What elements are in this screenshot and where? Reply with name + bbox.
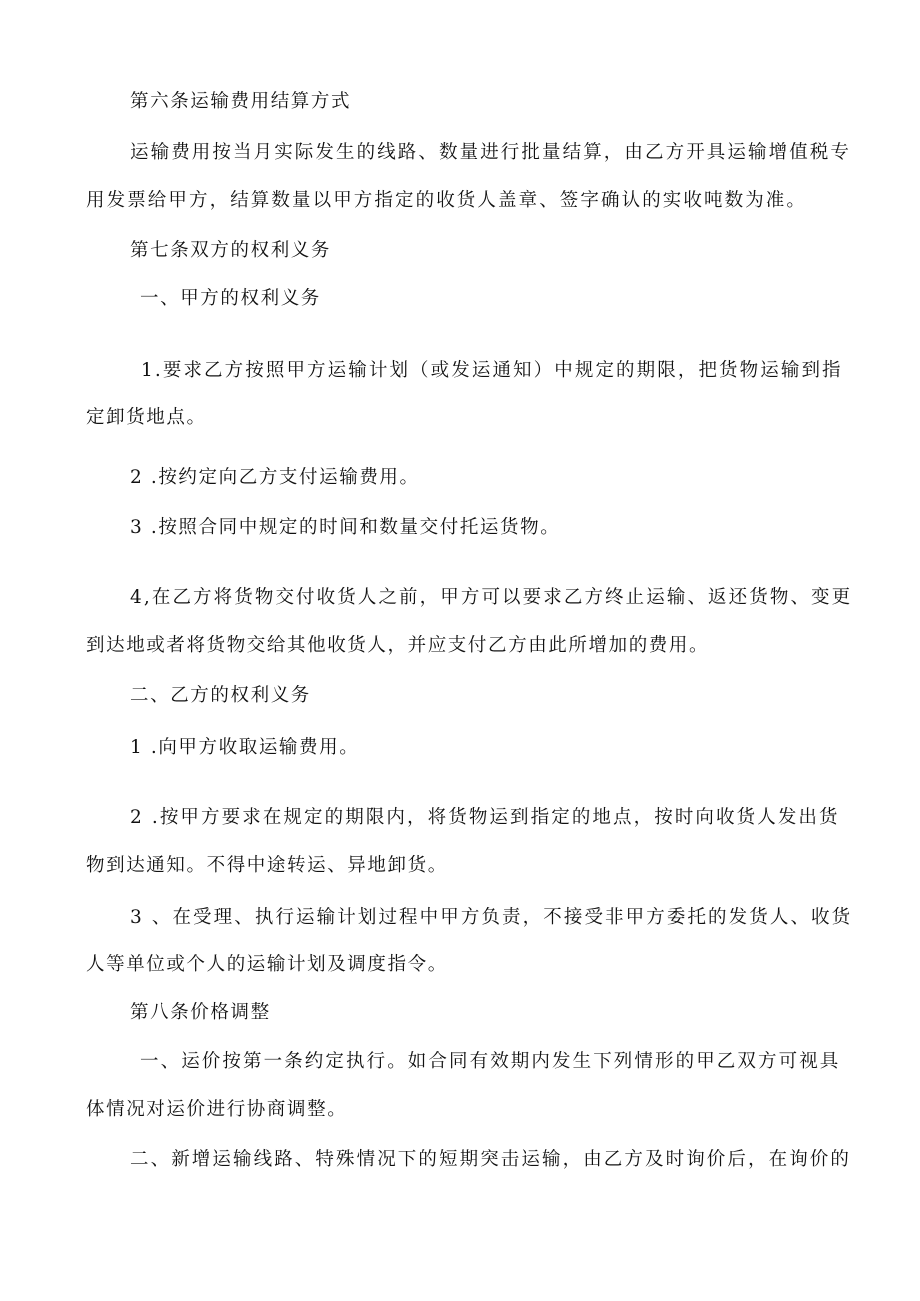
article-6-title: 第六条运输费用结算方式 xyxy=(130,91,352,112)
article-7-title: 第七条双方的权利义务 xyxy=(130,240,332,261)
party-b-item-2-line: 物到达通知。不得中途转运、异地卸货。 xyxy=(86,855,448,876)
party-b-item-2-line: 2 .按甲方要求在规定的期限内，将货物运到指定的地点，按时向收货人发出货 xyxy=(130,807,840,828)
party-a-item-3: 3 .按照合同中规定的时间和数量交付托运货物。 xyxy=(130,517,561,538)
party-b-heading: 二、乙方的权利义务 xyxy=(130,685,311,706)
party-a-item-2: 2 .按约定向乙方支付运输费用。 xyxy=(130,467,420,488)
party-a-item-4-line: 4,在乙方将货物交付收货人之前，甲方可以要求乙方终止运输、返还货物、变更 xyxy=(130,587,853,608)
party-b-item-3-line: 3 、在受理、执行运输计划过程中甲方负责，不接受非甲方委托的发货人、收货 xyxy=(130,907,853,928)
article-8-paragraph-1-line: 体情况对运价进行协商调整。 xyxy=(86,1099,348,1120)
party-a-item-1-line: 1.要求乙方按照甲方运输计划（或发运通知）中规定的期限，把货物运输到指 xyxy=(141,360,843,381)
article-6-paragraph-line: 运输费用按当月实际发生的线路、数量进行批量结算，由乙方开具运输增值税专 xyxy=(130,142,852,163)
party-a-heading: 一、甲方的权利义务 xyxy=(140,288,321,309)
party-b-item-1: 1 .向甲方收取运输费用。 xyxy=(130,737,360,758)
article-8-paragraph-2-line: 二、新增运输线路、特殊情况下的短期突击运输，由乙方及时询价后，在询价的 xyxy=(130,1149,852,1170)
party-a-item-1-line: 定卸货地点。 xyxy=(86,407,207,428)
article-8-title: 第八条价格调整 xyxy=(130,1002,271,1023)
party-a-item-4-line: 到达地或者将货物交给其他收货人，并应支付乙方由此所增加的费用。 xyxy=(86,635,710,656)
party-b-item-3-line: 人等单位或个人的运输计划及调度指令。 xyxy=(86,954,448,975)
article-8-paragraph-1-line: 一、运价按第一条约定执行。如合同有效期内发生下列情形的甲乙双方可视具 xyxy=(140,1051,841,1072)
article-6-paragraph-line: 用发票给甲方，结算数量以甲方指定的收货人盖章、签字确认的实收吨数为准。 xyxy=(86,190,808,211)
